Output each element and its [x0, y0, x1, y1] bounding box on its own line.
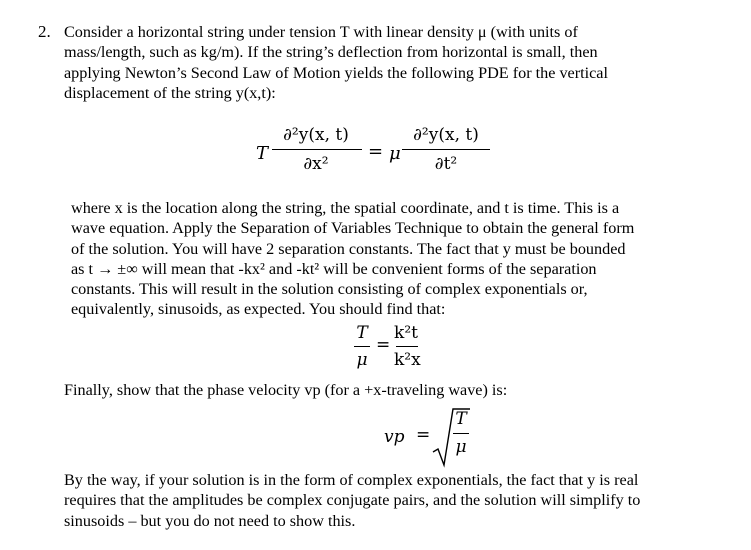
result-lhs-fraction-bar [354, 346, 370, 347]
finally-line: Finally, show that the phase velocity vp (for a +x-traveling wave) is: [64, 381, 508, 399]
intro-line: mass/length, such as kg/m). If the string’s deflection from horizontal is small, then [64, 43, 598, 62]
problem-number: 2. [38, 22, 51, 41]
pde-rhs-denominator: ∂t² [434, 154, 458, 174]
intro-paragraph [64, 22, 608, 103]
pde-rhs-numerator: ∂²y(x, t) [413, 125, 479, 145]
pde-lhs-numerator: ∂²y(x, t) [283, 125, 349, 145]
intro-line: applying Newton’s Second Law of Motion yields the following PDE for the vertical [64, 63, 608, 82]
velocity-equals-sign: = [416, 425, 431, 445]
pde-lhs-denominator: ∂x² [303, 154, 329, 174]
pde-lhs-coefficient: T [256, 143, 269, 164]
pde-lhs-fraction-bar [272, 149, 362, 150]
closing-line: By the way, if your solution is in the form of complex exponentials, the fact that y is real [64, 471, 639, 489]
result-rhs-fraction-bar [396, 346, 418, 347]
body-line: wave equation. Apply the Separation of Variables Technique to obtain the general form [71, 219, 635, 238]
pde-rhs-fraction-bar [402, 149, 490, 150]
closing-line: sinusoids – but you do not need to show this. [64, 511, 356, 530]
result-rhs-numerator: k²t [394, 323, 418, 343]
pde-equals-sign: = [368, 141, 384, 162]
body-line: as t → ±∞ will mean that -kx² and -kt² will be convenient forms of the separation [71, 259, 597, 278]
body-paragraph [71, 198, 634, 320]
result-lhs-denominator: μ [356, 350, 368, 370]
velocity-radicand-denominator: μ [455, 437, 467, 457]
body-line: constants. This will result in the solution consisting of complex exponentials or, [71, 280, 588, 299]
body-line: where x is the location along the string, the spatial coordinate, and t is time. This is a [71, 199, 620, 217]
velocity-lhs: vp [384, 427, 405, 447]
velocity-radicand-fraction-bar [453, 433, 469, 434]
intro-line: displacement of the string y(x,t): [64, 83, 276, 102]
finally-paragraph [64, 380, 507, 400]
result-rhs-denominator: k²x [394, 350, 421, 370]
result-lhs-numerator: T [356, 323, 368, 343]
body-line: of the solution. You will have 2 separation constants. The fact that y must be bounded [71, 239, 626, 258]
body-line: equivalently, sinusoids, as expected. You should find that: [71, 300, 446, 319]
closing-line: requires that the amplitudes be complex conjugate pairs, and the solution will simplify to [64, 491, 641, 510]
result-equals-sign: = [376, 335, 391, 355]
intro-line: Consider a horizontal string under tension T with linear density μ (with units of [64, 23, 578, 41]
pde-rhs-coefficient: μ [389, 143, 401, 164]
closing-paragraph [64, 470, 640, 531]
velocity-radicand-numerator: T [455, 409, 467, 429]
